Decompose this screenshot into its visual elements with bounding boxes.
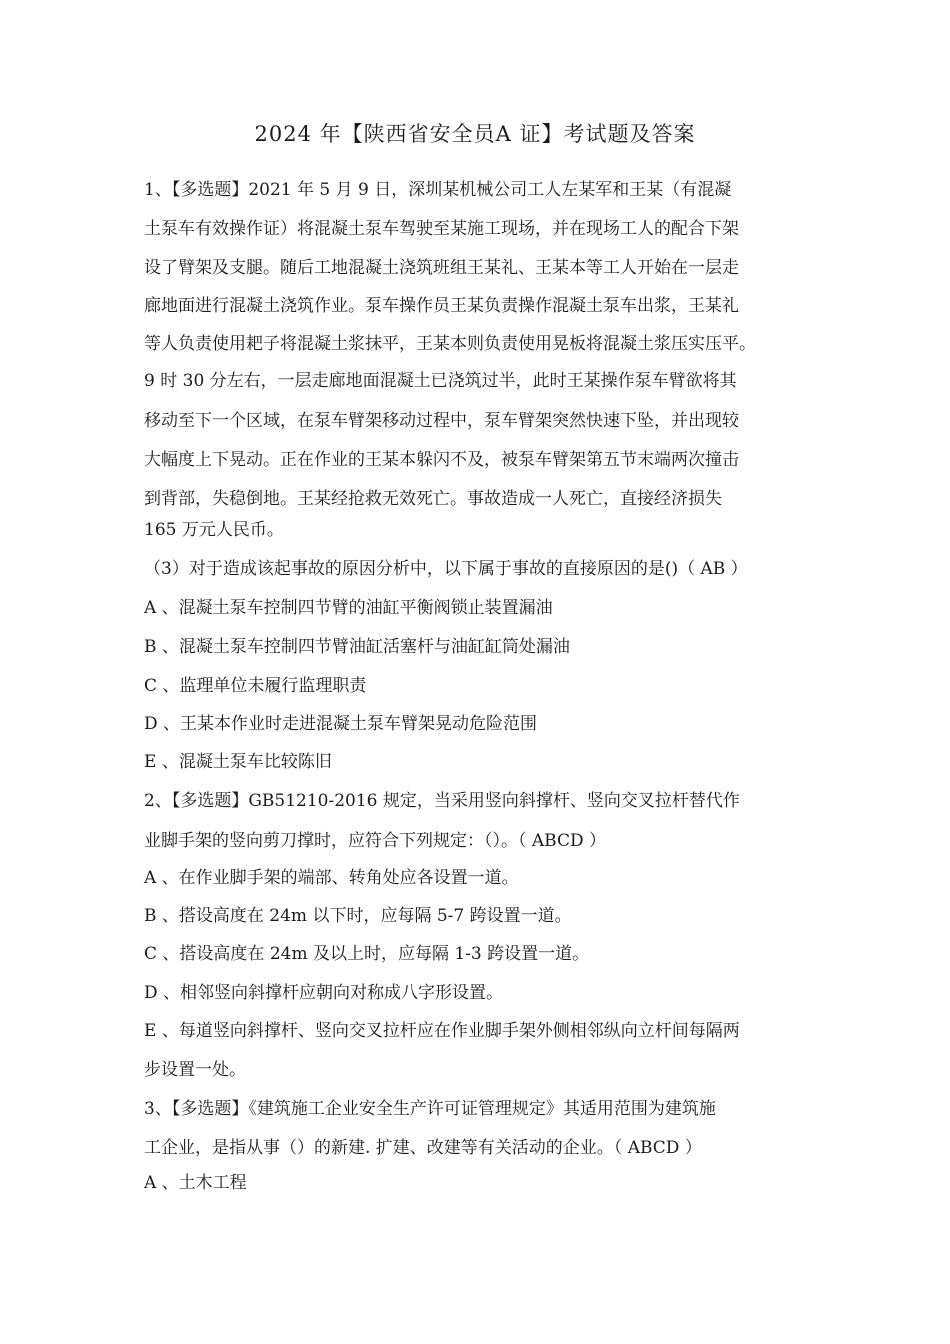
q2-stem-line: 业脚手架的竖向剪刀撑时，应符合下列规定：（）。（ ABCD ） [144,831,607,851]
q1-option-d: D 、王某本作业时走进混凝土泵车臂架晃动危险范围 [144,714,538,734]
q2-option-a: A 、在作业脚手架的端部、转角处应各设置一道。 [144,868,519,888]
q1-option-e: E 、混凝土泵车比较陈旧 [144,752,332,772]
q3-option-a: A 、土木工程 [144,1173,247,1193]
q1-stem-line: 土泵车有效操作证）将混凝土泵车驾驶至某施工现场，并在现场工人的配合下架 [144,219,739,239]
q1-stem-line: 1、【多选题】2021 年 5 月 9 日，深圳某机械公司工人左某军和王某（有混凝 [144,180,732,200]
q2-option-e: E 、每道竖向斜撑杆、竖向交叉拉杆应在作业脚手架外侧相邻纵向立杆间每隔两 [144,1021,740,1041]
q2-option-b: B 、搭设高度在 24m 以下时，应每隔 5-7 跨设置一道。 [144,906,572,926]
q1-option-b: B 、混凝土泵车控制四节臂油缸活塞杆与油缸缸筒处漏油 [144,637,570,657]
q1-stem-line: 到背部，失稳倒地。王某经抢救无效死亡。事故造成一人死亡，直接经济损失 [144,489,722,509]
q3-stem-line: 工企业，是指从事（）的新建. 扩建、改建等有关活动的企业。（ ABCD ） [144,1138,702,1158]
q1-option-c: C 、监理单位未履行监理职责 [144,676,367,696]
q1-stem-line: 等人负责使用耙子将混凝土浆抹平，王某本则负责使用晃板将混凝土浆压实压平。 [144,334,756,354]
q1-stem-line: 廊地面进行混凝土浇筑作业。泵车操作员王某负责操作混凝土泵车出浆，王某礼 [144,296,739,316]
q1-stem-line: 大幅度上下晃动。正在作业的王某本躲闪不及，被泵车臂架第五节末端两次撞击 [144,450,739,470]
q1-subquestion: （3）对于造成该起事故的原因分析中，以下属于事故的直接原因的是()（ AB ） [144,559,748,579]
q3-stem-line: 3、【多选题】《建筑施工企业安全生产许可证管理规定》其适用范围为建筑施 [144,1099,716,1119]
q1-stem-line: 9 时 30 分左右，一层走廊地面混凝土已浇筑过半，此时王某操作泵车臂欲将其 [144,371,737,391]
q2-option-d: D 、相邻竖向斜撑杆应朝向对称成八字形设置。 [144,983,504,1003]
q2-option-c: C 、搭设高度在 24m 及以上时，应每隔 1-3 跨设置一道。 [144,944,590,964]
q1-stem-line: 165 万元人民币。 [144,520,284,540]
q1-option-a: A 、混凝土泵车控制四节臂的油缸平衡阀锁止装置漏油 [144,598,553,618]
q2-option-e-cont: 步设置一处。 [144,1060,246,1080]
q2-stem-line: 2、【多选题】GB51210-2016 规定，当采用竖向斜撑杆、竖向交叉拉杆替代作 [144,791,740,811]
q1-stem-line: 移动至下一个区域，在泵车臂架移动过程中，泵车臂架突然快速下坠，并出现较 [144,411,739,431]
document-title: 2024 年【陕西省安全员A 证】考试题及答案 [254,122,696,146]
q1-stem-line: 设了臂架及支腿。随后工地混凝土浇筑班组王某礼、王某本等工人开始在一层走 [144,258,739,278]
